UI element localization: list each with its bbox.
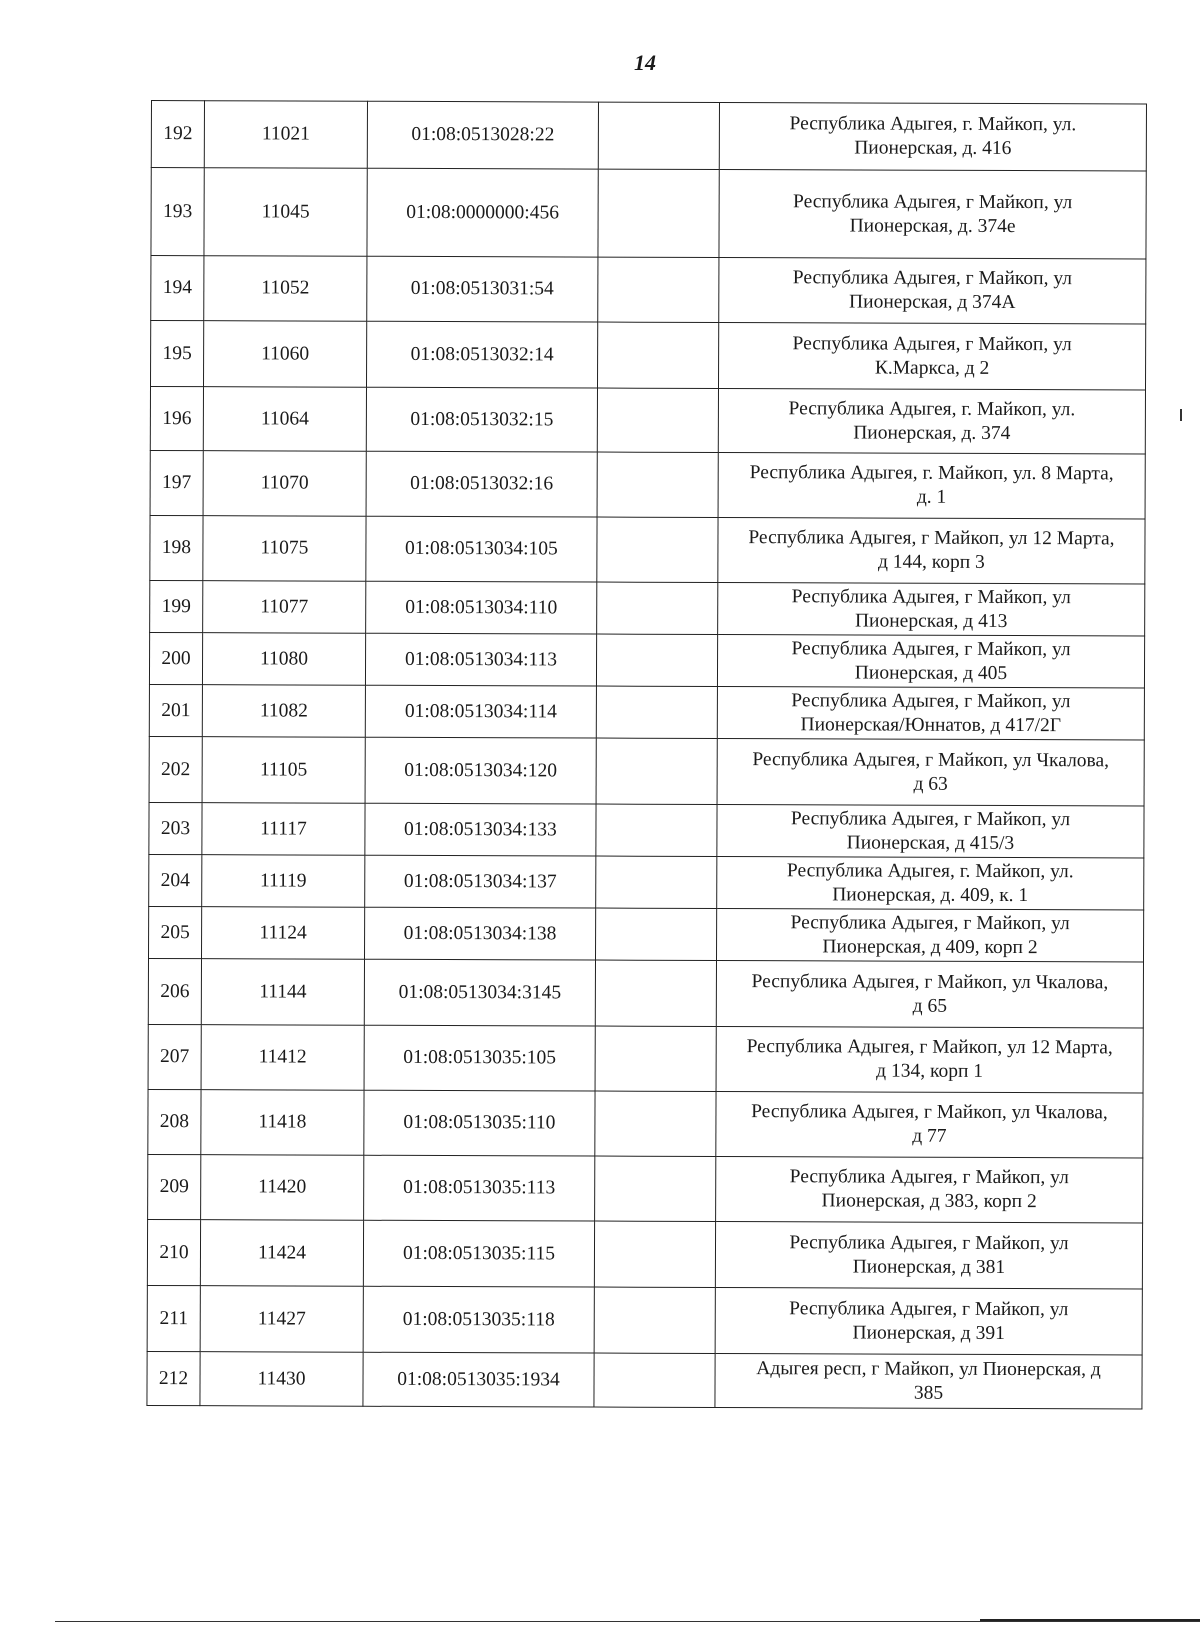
address-line-2: Пионерская, д 415/3 <box>846 831 1015 854</box>
registry-table <box>146 100 1147 1409</box>
cadastral-number-cell: 01:08:0513031:54 <box>367 256 598 322</box>
address-line-2: д 144, корп 3 <box>877 551 985 573</box>
object-code-cell: 11070 <box>203 451 366 517</box>
address-line-2: Пионерская, д 374А <box>849 291 1016 314</box>
object-code-cell: 11430 <box>200 1352 363 1407</box>
cadastral-number-cell: 01:08:0513034:110 <box>366 581 597 634</box>
object-code-cell: 11144 <box>201 959 364 1026</box>
empty-cell <box>594 1221 715 1287</box>
object-code-cell: 11082 <box>202 685 365 738</box>
empty-cell <box>595 1026 716 1091</box>
address-line-2: Пионерская, д 381 <box>852 1255 1006 1278</box>
cadastral-number-cell: 01:08:0513034:3145 <box>364 959 595 1026</box>
table-row <box>147 1285 1142 1354</box>
address-cell <box>718 322 1145 389</box>
table-row <box>150 321 1145 390</box>
cadastral-number-cell: 01:08:0513034:137 <box>365 855 596 908</box>
address-line-2: К.Маркса, д 2 <box>874 357 990 379</box>
page-number: 14 <box>634 50 656 75</box>
address-line-1: Республика Адыгея, г Майкоп, ул <box>791 637 1071 660</box>
row-number-cell: 204 <box>149 854 202 906</box>
object-code-cell: 11427 <box>200 1286 363 1353</box>
object-code-cell: 11064 <box>203 387 366 452</box>
object-code-cell: 11418 <box>201 1090 364 1156</box>
object-code-cell: 11060 <box>203 321 366 388</box>
address-cell <box>715 1287 1142 1354</box>
table-row <box>150 387 1145 454</box>
margin-mark <box>1180 409 1182 421</box>
empty-cell <box>594 1287 715 1353</box>
address-cell <box>719 102 1146 170</box>
address-line-2: д. 1 <box>916 486 947 508</box>
address-cell <box>718 452 1145 518</box>
object-code-cell: 11124 <box>202 907 365 960</box>
table-row <box>149 736 1144 805</box>
row-number-cell: 198 <box>150 515 203 580</box>
object-code-cell: 11021 <box>204 101 367 169</box>
empty-cell <box>597 322 718 388</box>
empty-cell <box>595 960 716 1026</box>
address-line-1: Республика Адыгея, г Майкоп, ул Чкалова, <box>751 970 1109 993</box>
address-line-2: д 63 <box>913 773 948 795</box>
address-line-2: Пионерская, д 409, корп 2 <box>822 935 1038 958</box>
row-number-cell: 208 <box>148 1089 201 1154</box>
address-line-1: Республика Адыгея, г Майкоп, ул <box>791 689 1071 712</box>
empty-cell <box>595 1156 716 1221</box>
address-cell <box>717 686 1144 739</box>
object-code-cell: 11424 <box>200 1220 363 1287</box>
row-number-cell: 194 <box>151 256 204 321</box>
address-cell <box>716 908 1143 961</box>
cadastral-number-cell: 01:08:0513035:110 <box>364 1090 595 1156</box>
empty-cell <box>596 908 717 960</box>
row-number-cell: 203 <box>149 802 202 854</box>
cadastral-number-cell: 01:08:0513034:113 <box>365 633 596 686</box>
address-line-1: Республика Адыгея, г Майкоп, ул <box>792 267 1073 290</box>
address-cell <box>718 517 1145 583</box>
address-line-1: Республика Адыгея, г Майкоп, ул 12 Марта, <box>746 1036 1113 1059</box>
address-cell <box>718 582 1145 635</box>
row-number-cell: 207 <box>148 1024 201 1089</box>
row-number-cell: 192 <box>151 101 204 168</box>
cadastral-number-cell: 01:08:0513035:105 <box>364 1025 595 1091</box>
address-line-1: Республика Адыгея, г Майкоп, ул <box>789 1231 1069 1254</box>
empty-cell <box>596 804 717 856</box>
address-line-1: Адыгея респ, г Майкоп, ул Пионерская, д <box>756 1357 1101 1380</box>
object-code-cell: 11045 <box>204 168 367 257</box>
cadastral-number-cell: 01:08:0513035:1934 <box>363 1352 594 1407</box>
table-row <box>148 958 1143 1027</box>
empty-cell <box>596 686 717 738</box>
address-line-1: Республика Адыгея, г Майкоп, ул 12 Марта, <box>748 527 1115 550</box>
address-line-2: д 134, корп 1 <box>876 1060 984 1082</box>
row-number-cell: 206 <box>148 958 201 1024</box>
object-code-cell: 11052 <box>204 256 367 322</box>
cadastral-number-cell: 01:08:0513032:15 <box>366 387 597 452</box>
object-code-cell: 11119 <box>202 855 365 908</box>
cadastral-number-cell: 01:08:0513035:118 <box>363 1286 594 1353</box>
address-line-1: Республика Адыгея, г Майкоп, ул <box>793 190 1073 213</box>
address-line-1: Республика Адыгея, г Майкоп, ул <box>789 1166 1069 1189</box>
address-line-2: Пионерская, д 413 <box>854 609 1008 632</box>
cadastral-number-cell: 01:08:0513035:113 <box>364 1155 595 1221</box>
row-number-cell: 195 <box>150 321 203 387</box>
table-row <box>150 450 1145 518</box>
address-line-1: Республика Адыгея, г Майкоп, ул <box>789 1297 1069 1320</box>
empty-cell <box>596 738 717 804</box>
table-row <box>150 515 1145 583</box>
address-line-2: Пионерская, д 383, корп 2 <box>821 1190 1037 1213</box>
cadastral-number-cell: 01:08:0513034:133 <box>365 803 596 856</box>
cadastral-number-cell: 01:08:0513028:22 <box>367 101 598 169</box>
address-line-2: 385 <box>913 1382 944 1404</box>
table-row <box>149 632 1144 687</box>
address-cell <box>717 804 1144 857</box>
table-row <box>149 802 1144 857</box>
address-line-2: Пионерская, д. 374 <box>853 421 1011 444</box>
empty-cell <box>597 582 718 634</box>
address-cell <box>716 1026 1143 1092</box>
object-code-cell: 11080 <box>202 633 365 686</box>
cadastral-number-cell: 01:08:0513034:105 <box>366 516 597 582</box>
table-row <box>147 1351 1142 1408</box>
address-cell <box>715 1353 1142 1408</box>
row-number-cell: 197 <box>150 450 203 515</box>
row-number-cell: 196 <box>150 387 203 451</box>
object-code-cell: 11075 <box>203 516 366 582</box>
address-cell <box>715 1221 1142 1288</box>
address-line-2: Пионерская, д. 409, к. 1 <box>832 883 1029 906</box>
row-number-cell: 201 <box>149 684 202 736</box>
address-line-2: д 65 <box>912 995 948 1017</box>
cadastral-number-cell: 01:08:0513034:138 <box>365 907 596 960</box>
row-number-cell: 209 <box>148 1154 201 1219</box>
address-line-2: Пионерская, д. 416 <box>854 137 1012 160</box>
empty-cell <box>597 388 718 452</box>
cadastral-number-cell: 01:08:0513032:16 <box>366 451 597 517</box>
address-line-1: Республика Адыгея, г Майкоп, ул <box>791 585 1071 608</box>
address-cell <box>718 388 1145 453</box>
empty-cell <box>595 1091 716 1156</box>
address-cell <box>716 960 1143 1027</box>
table-row <box>149 854 1144 909</box>
address-line-2: Пионерская, д 405 <box>854 661 1008 684</box>
table-row <box>148 1154 1143 1222</box>
empty-cell <box>597 517 718 582</box>
table-row <box>151 256 1146 324</box>
cadastral-number-cell: 01:08:0513032:14 <box>366 321 597 388</box>
row-number-cell: 211 <box>147 1285 200 1351</box>
table-row <box>150 580 1145 635</box>
row-number-cell: 205 <box>149 906 202 958</box>
empty-cell <box>596 856 717 908</box>
address-line-2: Пионерская, д. 374е <box>849 214 1016 237</box>
address-cell <box>717 738 1144 805</box>
cadastral-number-cell: 01:08:0000000:456 <box>367 168 598 257</box>
address-line-1: Республика Адыгея, г Майкоп, ул <box>790 807 1071 830</box>
table-row <box>149 906 1144 961</box>
address-line-1: Республика Адыгея, г Майкоп, ул Чкалова, <box>751 1101 1108 1124</box>
empty-cell <box>597 452 718 517</box>
address-cell <box>716 1156 1143 1222</box>
address-line-1: Республика Адыгея, г Майкоп, ул <box>790 911 1070 934</box>
footer-rule <box>55 1621 1200 1622</box>
address-line-1: Республика Адыгея, г. Майкоп, ул. <box>788 397 1076 420</box>
empty-cell <box>596 634 717 686</box>
row-number-cell: 193 <box>151 168 204 256</box>
address-cell <box>719 169 1146 258</box>
row-number-cell: 200 <box>149 632 202 684</box>
address-cell <box>716 1091 1143 1157</box>
address-cell <box>719 257 1146 323</box>
address-cell <box>717 634 1144 687</box>
table-row <box>148 1024 1143 1092</box>
address-line-1: Республика Адыгея, г Майкоп, ул <box>792 332 1072 355</box>
table-row <box>151 101 1146 171</box>
empty-cell <box>598 169 719 257</box>
table-row <box>151 168 1146 259</box>
row-number-cell: 210 <box>147 1219 200 1285</box>
object-code-cell: 11117 <box>202 803 365 856</box>
address-cell <box>717 856 1144 909</box>
address-line-1: Республика Адыгея, г. Майкоп, ул. <box>786 859 1074 882</box>
address-line-2: Пионерская/Юннатов, д 417/2Г <box>800 713 1062 736</box>
address-line-2: д 77 <box>912 1125 947 1147</box>
object-code-cell: 11105 <box>202 737 365 804</box>
object-code-cell: 11077 <box>203 581 366 634</box>
cadastral-number-cell: 01:08:0513034:120 <box>365 737 596 804</box>
row-number-cell: 199 <box>150 580 203 632</box>
empty-cell <box>598 102 719 169</box>
table-row <box>149 684 1144 739</box>
object-code-cell: 11412 <box>201 1025 364 1091</box>
address-line-1: Республика Адыгея, г Майкоп, ул Чкалова, <box>752 748 1110 771</box>
cadastral-number-cell: 01:08:0513035:115 <box>363 1220 594 1287</box>
address-line-2: Пионерская, д 391 <box>852 1321 1005 1344</box>
empty-cell <box>594 1353 715 1407</box>
table-row <box>148 1089 1143 1157</box>
row-number-cell: 212 <box>147 1351 200 1405</box>
footer-rule-thick <box>980 1619 1200 1621</box>
empty-cell <box>598 257 719 322</box>
address-line-1: Республика Адыгея, г. Майкоп, ул. <box>789 113 1077 136</box>
row-number-cell: 202 <box>149 736 202 802</box>
table-row <box>147 1219 1142 1288</box>
address-line-1: Республика Адыгея, г. Майкоп, ул. 8 Марта, <box>749 462 1114 485</box>
object-code-cell: 11420 <box>201 1155 364 1221</box>
cadastral-number-cell: 01:08:0513034:114 <box>365 685 596 738</box>
